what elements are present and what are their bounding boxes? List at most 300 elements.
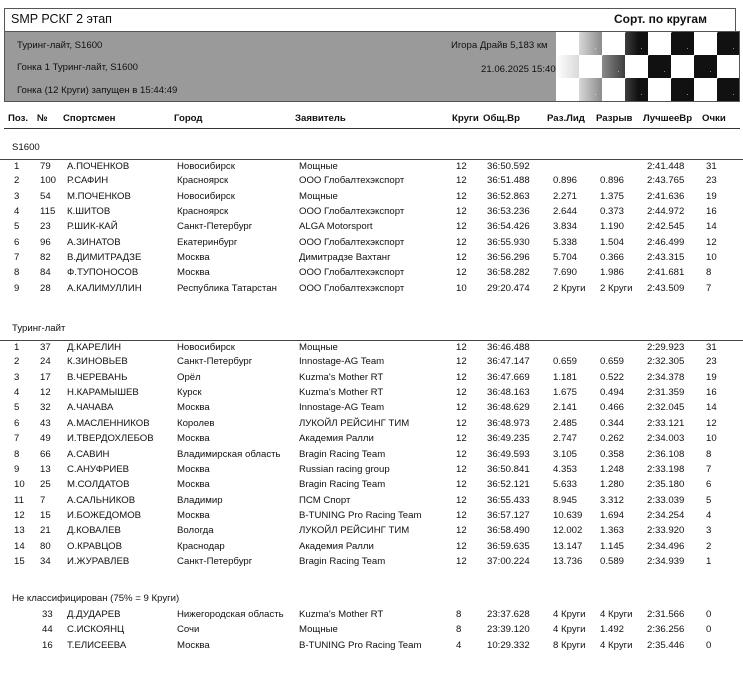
row-entrant: ООО Глобалтехэкспорт <box>299 236 405 248</box>
table-row <box>0 478 743 493</box>
row-best-lap: 2:46.499 <box>647 236 685 248</box>
row-points: 14 <box>706 221 717 233</box>
table-row <box>0 371 743 386</box>
table-row <box>0 282 743 297</box>
row-city: Санкт-Петербург <box>177 221 253 233</box>
row-gap-leader: 3.105 <box>553 448 578 460</box>
row-entrant: Bragin Racing Team <box>299 555 386 567</box>
row-best-lap: 2:43.765 <box>647 175 685 187</box>
row-entrant: ООО Глобалтехэкспорт <box>299 282 405 294</box>
row-gap: 0.494 <box>600 387 625 399</box>
row-gap-leader: 7.690 <box>553 267 578 279</box>
row-points: 23 <box>706 175 717 187</box>
row-total-time: 36:58.282 <box>487 267 530 279</box>
col-entrant: Заявитель <box>295 113 346 124</box>
row-best-lap: 2:35.180 <box>647 479 685 491</box>
row-entrant: Академия Ралли <box>299 433 374 445</box>
row-best-lap: 2:43.509 <box>647 282 685 294</box>
row-pos: 5 <box>14 221 20 233</box>
row-num: 96 <box>40 236 51 248</box>
row-best-lap: 2:34.496 <box>647 540 685 552</box>
row-points: 1 <box>706 555 712 567</box>
row-city: Королев <box>177 417 215 429</box>
table-row <box>0 205 743 220</box>
row-city: Нижегородская область <box>177 609 284 620</box>
row-gap-leader: 10.639 <box>553 509 583 521</box>
row-best-lap: 2:34.939 <box>647 555 685 567</box>
row-city: Москва <box>177 479 210 491</box>
race-info-box <box>4 31 558 102</box>
row-best-lap: 2:32.305 <box>647 356 685 368</box>
row-points: 0 <box>706 624 712 636</box>
row-driver: И.ЖУРАВЛЕВ <box>67 555 130 567</box>
row-total-time: 36:48.973 <box>487 417 530 429</box>
row-pos: 4 <box>14 387 20 399</box>
row-driver: А.КАЛИМУЛЛИН <box>67 282 142 294</box>
row-laps: 12 <box>456 206 467 217</box>
row-points: 7 <box>706 463 712 475</box>
row-gap: 1.280 <box>600 479 625 491</box>
row-city: Новосибирск <box>177 342 235 353</box>
row-city: Республика Татарстан <box>177 282 277 294</box>
group-label: Туринг-лайт <box>12 323 66 334</box>
row-pos: 9 <box>14 282 20 294</box>
row-entrant: Bragin Racing Team <box>299 448 386 460</box>
row-best-lap: 2:41.636 <box>647 190 685 202</box>
row-gap-leader: 12.002 <box>553 525 583 537</box>
row-pos: 2 <box>14 356 20 368</box>
row-num: 33 <box>42 609 53 620</box>
row-laps: 12 <box>456 221 467 233</box>
row-num: 7 <box>40 494 46 506</box>
title-bar <box>4 8 736 32</box>
group-label: Не классифицирован (75% = 9 Круги) <box>12 593 180 604</box>
row-pos: 3 <box>14 190 20 202</box>
row-num: 54 <box>40 190 51 202</box>
row-pos: 1 <box>14 342 20 353</box>
row-laps: 12 <box>456 190 467 202</box>
row-driver: Д.КАРЕЛИН <box>67 342 122 353</box>
row-best-lap: 2:36.108 <box>647 448 685 460</box>
table-row <box>0 190 743 205</box>
row-num: 17 <box>40 371 51 383</box>
row-driver: А.ЗИНАТОВ <box>67 236 121 248</box>
row-entrant: Russian racing group <box>299 463 390 475</box>
row-entrant: B-TUNING Pro Racing Team <box>299 509 422 521</box>
row-gap-leader: 2 Круги <box>553 282 586 294</box>
row-gap: 0.373 <box>600 206 625 217</box>
row-points: 12 <box>706 236 717 248</box>
row-total-time: 36:54.426 <box>487 221 530 233</box>
row-points: 5 <box>706 494 712 506</box>
row-gap-leader: 4.353 <box>553 463 578 475</box>
row-entrant: Мощные <box>299 190 338 202</box>
row-best-lap: 2:31.359 <box>647 387 685 399</box>
row-laps: 12 <box>456 555 467 567</box>
row-gap: 2 Круги <box>600 282 633 294</box>
row-best-lap: 2:44.972 <box>647 206 685 217</box>
table-row <box>0 524 743 539</box>
row-best-lap: 2:32.045 <box>647 402 685 414</box>
row-gap-leader: 2.141 <box>553 402 578 414</box>
row-best-lap: 2:31.566 <box>647 609 685 620</box>
row-pos: 10 <box>14 479 25 491</box>
row-laps: 8 <box>456 609 462 620</box>
row-total-time: 36:59.635 <box>487 540 530 552</box>
row-gap: 4 Круги <box>600 609 633 620</box>
row-total-time: 36:52.121 <box>487 479 530 491</box>
row-driver: Д.КОВАЛЕВ <box>67 525 121 537</box>
row-driver: К.ЗИНОВЬЕВ <box>67 356 128 368</box>
row-num: 79 <box>40 161 51 172</box>
row-pos: 7 <box>14 252 20 264</box>
row-entrant: Димитрадзе Вахтанг <box>299 252 391 264</box>
row-entrant: ПСМ Спорт <box>299 494 351 506</box>
row-best-lap: 2:29.923 <box>647 342 685 353</box>
table-row <box>0 159 743 175</box>
row-entrant: ALGA Motorsport <box>299 221 373 233</box>
row-points: 7 <box>706 282 712 294</box>
row-laps: 12 <box>456 448 467 460</box>
table-row <box>0 355 743 370</box>
row-driver: М.ПОЧЕНКОВ <box>67 190 131 202</box>
row-pos: 8 <box>14 267 20 279</box>
row-entrant: ЛУКОЙЛ РЕЙСИНГ ТИМ <box>299 525 410 537</box>
row-driver: И.БОЖЕДОМОВ <box>67 509 142 521</box>
row-total-time: 10:29.332 <box>487 639 530 651</box>
event-title: SMP РСКГ 2 этап <box>11 12 112 26</box>
table-row <box>0 340 743 356</box>
row-gap: 4 Круги <box>600 639 633 651</box>
row-total-time: 36:50.841 <box>487 463 530 475</box>
row-entrant: Innostage-AG Team <box>299 402 385 414</box>
row-entrant: Kuzma's Mother RT <box>299 387 384 399</box>
row-driver: К.ШИТОВ <box>67 206 111 217</box>
row-points: 0 <box>706 639 712 651</box>
row-gap: 0.522 <box>600 371 625 383</box>
row-entrant: ООО Глобалтехэкспорт <box>299 206 405 217</box>
row-gap-leader: 5.338 <box>553 236 578 248</box>
row-driver: Ф.ТУПОНОСОВ <box>67 267 139 279</box>
table-row <box>0 236 743 251</box>
row-gap: 1.375 <box>600 190 625 202</box>
row-gap: 1.248 <box>600 463 625 475</box>
row-total-time: 36:58.490 <box>487 525 530 537</box>
row-num: 21 <box>40 525 51 537</box>
table-row <box>0 463 743 478</box>
row-gap-leader: 5.633 <box>553 479 578 491</box>
row-pos: 11 <box>14 494 24 506</box>
row-points: 0 <box>706 609 712 620</box>
row-best-lap: 2:36.256 <box>647 624 685 636</box>
row-laps: 12 <box>456 371 467 383</box>
row-driver: В.ЧЕРЕВАНЬ <box>67 371 128 383</box>
row-gap-leader: 1.675 <box>553 387 578 399</box>
row-city: Красноярск <box>177 175 229 187</box>
row-driver: О.КРАВЦОВ <box>67 540 123 552</box>
row-laps: 12 <box>456 525 467 537</box>
row-pos: 6 <box>14 417 20 429</box>
row-gap-leader: 2.271 <box>553 190 578 202</box>
row-city: Санкт-Петербург <box>177 356 253 368</box>
row-laps: 12 <box>456 175 467 187</box>
row-points: 16 <box>706 387 717 399</box>
row-gap-leader: 4 Круги <box>553 609 586 620</box>
row-points: 31 <box>706 342 717 353</box>
row-driver: Р.САФИН <box>67 175 109 187</box>
row-entrant: Академия Ралли <box>299 540 374 552</box>
row-total-time: 36:46.488 <box>487 342 530 353</box>
row-gap-leader: 4 Круги <box>553 624 586 636</box>
row-driver: А.ПОЧЕНКОВ <box>67 161 130 172</box>
row-best-lap: 2:34.003 <box>647 433 685 445</box>
row-points: 14 <box>706 402 717 414</box>
row-num: 44 <box>42 624 53 636</box>
row-total-time: 29:20.474 <box>487 282 530 294</box>
row-num: 16 <box>42 639 53 651</box>
row-total-time: 36:55.433 <box>487 494 530 506</box>
race-date: 21.06.2025 15:40 <box>481 64 556 75</box>
row-pos: 1 <box>14 161 20 172</box>
row-city: Москва <box>177 252 210 264</box>
row-total-time: 36:57.127 <box>487 509 530 521</box>
row-num: 23 <box>40 221 51 233</box>
row-laps: 12 <box>456 402 467 414</box>
row-entrant: Мощные <box>299 342 338 353</box>
column-headers <box>0 113 743 127</box>
row-points: 4 <box>706 509 712 521</box>
row-pos: 2 <box>14 175 20 187</box>
col-driver: Спортсмен <box>63 113 116 124</box>
row-laps: 12 <box>456 540 467 552</box>
row-best-lap: 2:35.446 <box>647 639 685 651</box>
row-num: 13 <box>40 463 51 475</box>
row-laps: 12 <box>456 236 467 248</box>
row-laps: 4 <box>456 639 462 651</box>
col-pos: Поз. <box>8 113 29 124</box>
row-entrant: Innostage-AG Team <box>299 356 385 368</box>
row-city: Москва <box>177 402 210 414</box>
row-driver: А.САВИН <box>67 448 110 460</box>
row-points: 12 <box>706 417 717 429</box>
row-num: 49 <box>40 433 51 445</box>
row-num: 43 <box>40 417 51 429</box>
row-best-lap: 2:33.121 <box>647 417 685 429</box>
group-label: S1600 <box>12 142 40 153</box>
row-city: Сочи <box>177 624 200 636</box>
header-rule <box>4 128 740 129</box>
row-total-time: 36:49.593 <box>487 448 530 460</box>
row-entrant: Bragin Racing Team <box>299 479 386 491</box>
row-pos: 13 <box>14 525 25 537</box>
row-laps: 12 <box>456 479 467 491</box>
row-driver: А.ЧАЧАВА <box>67 402 114 414</box>
row-num: 84 <box>40 267 51 279</box>
row-driver: Р.ШИК-КАЙ <box>67 221 118 233</box>
row-gap: 1.492 <box>600 624 625 636</box>
row-num: 12 <box>40 387 51 399</box>
row-gap: 0.344 <box>600 417 625 429</box>
row-total-time: 36:49.235 <box>487 433 530 445</box>
row-city: Орёл <box>177 371 201 383</box>
row-pos: 8 <box>14 448 20 460</box>
row-gap: 1.190 <box>600 221 625 233</box>
table-row <box>0 639 743 654</box>
row-total-time: 36:47.147 <box>487 356 530 368</box>
row-gap: 0.358 <box>600 448 625 460</box>
row-laps: 12 <box>456 356 467 368</box>
table-row <box>0 555 743 570</box>
row-driver: А.САЛЬНИКОВ <box>67 494 136 506</box>
row-city: Екатеринбург <box>177 236 238 248</box>
row-num: 66 <box>40 448 51 460</box>
table-row <box>0 401 743 416</box>
row-points: 10 <box>706 433 717 445</box>
row-city: Москва <box>177 433 210 445</box>
row-gap-leader: 1.181 <box>553 371 578 383</box>
row-city: Красноярск <box>177 206 229 217</box>
table-row <box>0 623 743 638</box>
row-num: 82 <box>40 252 51 264</box>
row-total-time: 36:51.488 <box>487 175 530 187</box>
row-pos: 14 <box>14 540 25 552</box>
row-points: 3 <box>706 525 712 537</box>
row-num: 32 <box>40 402 51 414</box>
row-pos: 3 <box>14 371 20 383</box>
row-city: Москва <box>177 639 210 651</box>
col-laps: Круги <box>452 113 479 124</box>
table-row <box>0 608 743 623</box>
row-points: 19 <box>706 371 717 383</box>
row-city: Санкт-Петербург <box>177 555 253 567</box>
row-gap-leader: 3.834 <box>553 221 578 233</box>
row-num: 24 <box>40 356 51 368</box>
row-best-lap: 2:41.681 <box>647 267 685 279</box>
row-driver: А.МАСЛЕННИКОВ <box>67 417 150 429</box>
table-row <box>0 448 743 463</box>
row-entrant: Мощные <box>299 624 338 636</box>
table-row <box>0 432 743 447</box>
row-best-lap: 2:34.378 <box>647 371 685 383</box>
row-pos: 9 <box>14 463 20 475</box>
row-driver: С.ИСКОЯНЦ <box>67 624 125 636</box>
row-driver: И.ТВЕРДОХЛЕБОВ <box>67 433 154 445</box>
row-num: 28 <box>40 282 51 294</box>
row-laps: 12 <box>456 433 467 445</box>
row-laps: 12 <box>456 494 467 506</box>
row-gap-leader: 13.736 <box>553 555 583 567</box>
row-gap: 1.986 <box>600 267 625 279</box>
row-total-time: 36:55.930 <box>487 236 530 248</box>
row-best-lap: 2:33.039 <box>647 494 685 506</box>
row-gap-leader: 0.659 <box>553 356 578 368</box>
row-num: 100 <box>40 175 57 187</box>
table-row <box>0 509 743 524</box>
row-points: 8 <box>706 267 712 279</box>
row-best-lap: 2:33.198 <box>647 463 685 475</box>
row-city: Новосибирск <box>177 190 235 202</box>
row-best-lap: 2:33.920 <box>647 525 685 537</box>
checkered-flag-icon <box>556 31 740 102</box>
col-num: № <box>37 113 48 124</box>
row-gap: 0.589 <box>600 555 625 567</box>
row-city: Краснодар <box>177 540 225 552</box>
table-row <box>0 386 743 401</box>
row-laps: 12 <box>456 417 467 429</box>
table-row <box>0 494 743 509</box>
row-laps: 12 <box>456 252 467 264</box>
row-gap: 1.504 <box>600 236 625 248</box>
col-total-time: Общ.Вр <box>483 113 520 124</box>
row-city: Вологда <box>177 525 214 537</box>
row-driver: В.ДИМИТРАДЗЕ <box>67 252 142 264</box>
row-driver: Н.КАРАМЫШЕВ <box>67 387 139 399</box>
table-row <box>0 174 743 189</box>
row-gap-leader: 2.485 <box>553 417 578 429</box>
row-best-lap: 2:42.545 <box>647 221 685 233</box>
col-best-lap: ЛучшееВр <box>643 113 693 124</box>
row-gap: 0.466 <box>600 402 625 414</box>
start-info: Гонка (12 Круги) запущен в 15:44:49 <box>17 85 178 96</box>
row-best-lap: 2:43.315 <box>647 252 685 264</box>
row-city: Владимирская область <box>177 448 281 460</box>
row-points: 31 <box>706 161 717 172</box>
class-name: Туринг-лайт, S1600 <box>17 40 103 51</box>
row-driver: Т.ЕЛИСЕЕВА <box>67 639 127 651</box>
row-total-time: 36:48.163 <box>487 387 530 399</box>
row-num: 115 <box>40 206 56 217</box>
row-gap-leader: 13.147 <box>553 540 583 552</box>
row-num: 25 <box>40 479 51 491</box>
col-city: Город <box>174 113 203 124</box>
row-entrant: ООО Глобалтехэкспорт <box>299 267 405 279</box>
row-points: 10 <box>706 252 717 264</box>
row-laps: 12 <box>456 342 467 353</box>
row-entrant: B-TUNING Pro Racing Team <box>299 639 422 651</box>
row-gap-leader: 8.945 <box>553 494 578 506</box>
row-points: 16 <box>706 206 717 217</box>
row-pos: 6 <box>14 236 20 248</box>
row-pos: 4 <box>14 206 20 217</box>
row-gap-leader: 2.644 <box>553 206 578 217</box>
row-points: 19 <box>706 190 717 202</box>
row-points: 8 <box>706 448 712 460</box>
row-gap: 0.896 <box>600 175 625 187</box>
row-laps: 12 <box>456 463 467 475</box>
row-total-time: 36:47.669 <box>487 371 530 383</box>
row-city: Москва <box>177 463 210 475</box>
row-total-time: 36:56.296 <box>487 252 530 264</box>
row-city: Курск <box>177 387 202 399</box>
row-pos: 15 <box>14 555 25 567</box>
table-row <box>0 540 743 555</box>
row-total-time: 36:53.236 <box>487 206 530 217</box>
row-entrant: Kuzma's Mother RT <box>299 371 384 383</box>
row-pos: 5 <box>14 402 20 414</box>
row-total-time: 36:52.863 <box>487 190 530 202</box>
row-city: Москва <box>177 267 210 279</box>
row-entrant: ЛУКОЙЛ РЕЙСИНГ ТИМ <box>299 417 410 429</box>
table-row <box>0 220 743 235</box>
row-laps: 12 <box>456 509 467 521</box>
row-entrant: Мощные <box>299 161 338 172</box>
row-laps: 12 <box>456 161 467 172</box>
row-pos: 12 <box>14 509 25 521</box>
row-gap: 1.145 <box>600 540 625 552</box>
row-total-time: 36:48.629 <box>487 402 530 414</box>
row-city: Владимир <box>177 494 223 506</box>
col-gap: Разрыв <box>596 113 633 124</box>
